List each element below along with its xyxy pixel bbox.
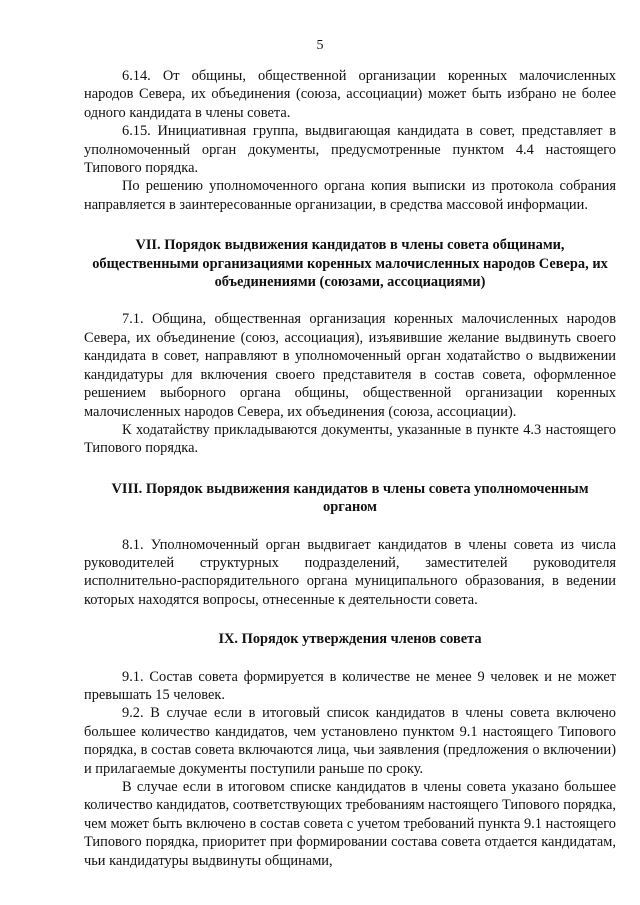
paragraph-7-1-continuation: К ходатайству прикладываются документы, указанные в пункте 4.3 настоящего Типового порядка. [84, 421, 616, 457]
paragraph-9-2-continuation: В случае если в итоговом списке кандидатов в члены совета указано большее количество кандидатов, соответствующих требованиям настоящего Типового порядка, чем может быть включено в состав совета с учетом требований пункта 9.1 настоящего Типового порядка, приоритет при формировании состава совета отдается кандидатам, чьи кандидатуры выдвинуты общинами, [84, 779, 616, 869]
paragraph-8-1: 8.1. Уполномоченный орган выдвигает кандидатов в члены совета из числа руководителей структурных подразделений, заместителей руководителя исполнительно-распорядительного органа муниципального образования, в ведении которых находятся вопросы, отнесенные к деятельности совета. [84, 536, 616, 608]
section-heading-ix: IX. Порядок утверждения членов совета [218, 631, 482, 648]
paragraph-6-15: 6.15. Инициативная группа, выдвигающая кандидата в совет, представляет в уполномоченный орган документы, предусмотренные пунктом 4.4 настоящего Типового порядка. [84, 123, 616, 177]
paragraph-7-1: 7.1. Община, общественная организация коренных малочисленных народов Севера, их объединение (союз, ассоциация), изъявившие желание выдвинуть своего кандидата в совет, направляют в уполномоченный орган ходатайство о выдвижении кандидатуры для включения своего представителя в состав совета, оформленное решением выборного органа общины, общественной организации коренных малочисленных народов Севера, их объединения (союза, ассоциации). [84, 311, 616, 420]
paragraph-9-1: 9.1. Состав совета формируется в количестве не менее 9 человек и не может превышать 15 человек. [84, 668, 616, 703]
paragraph-6-15-continuation: По решению уполномоченного органа копия выписки из протокола собрания направляется в заинтересованные организации, в средства массовой информации. [84, 178, 616, 213]
paragraph-9-2: 9.2. В случае если в итоговый список кандидатов в члены совета включено большее количество кандидатов, чем установлено пунктом 9.1 настоящего Типового порядка, в состав совета включаются лица, чьи заявления (предложения о включении) и прилагаемые документы поступили раньше по сроку. [84, 705, 616, 777]
page-number: 5 [316, 38, 324, 53]
section-heading-vii: VII. Порядок выдвижения кандидатов в члены совета общинами, общественными организациями коренных малочисленных народов Севера, их объединениями (союзами, ассоциациями) [92, 237, 608, 291]
document-body [84, 67, 616, 870]
section-heading-viii: VIII. Порядок выдвижения кандидатов в члены совета уполномоченным органом [111, 480, 589, 516]
paragraph-6-14: 6.14. От общины, общественной организации коренных малочисленных народов Севера, их объединения (союза, ассоциации) может быть избрано не более одного кандидата в члены совета. [84, 68, 616, 121]
